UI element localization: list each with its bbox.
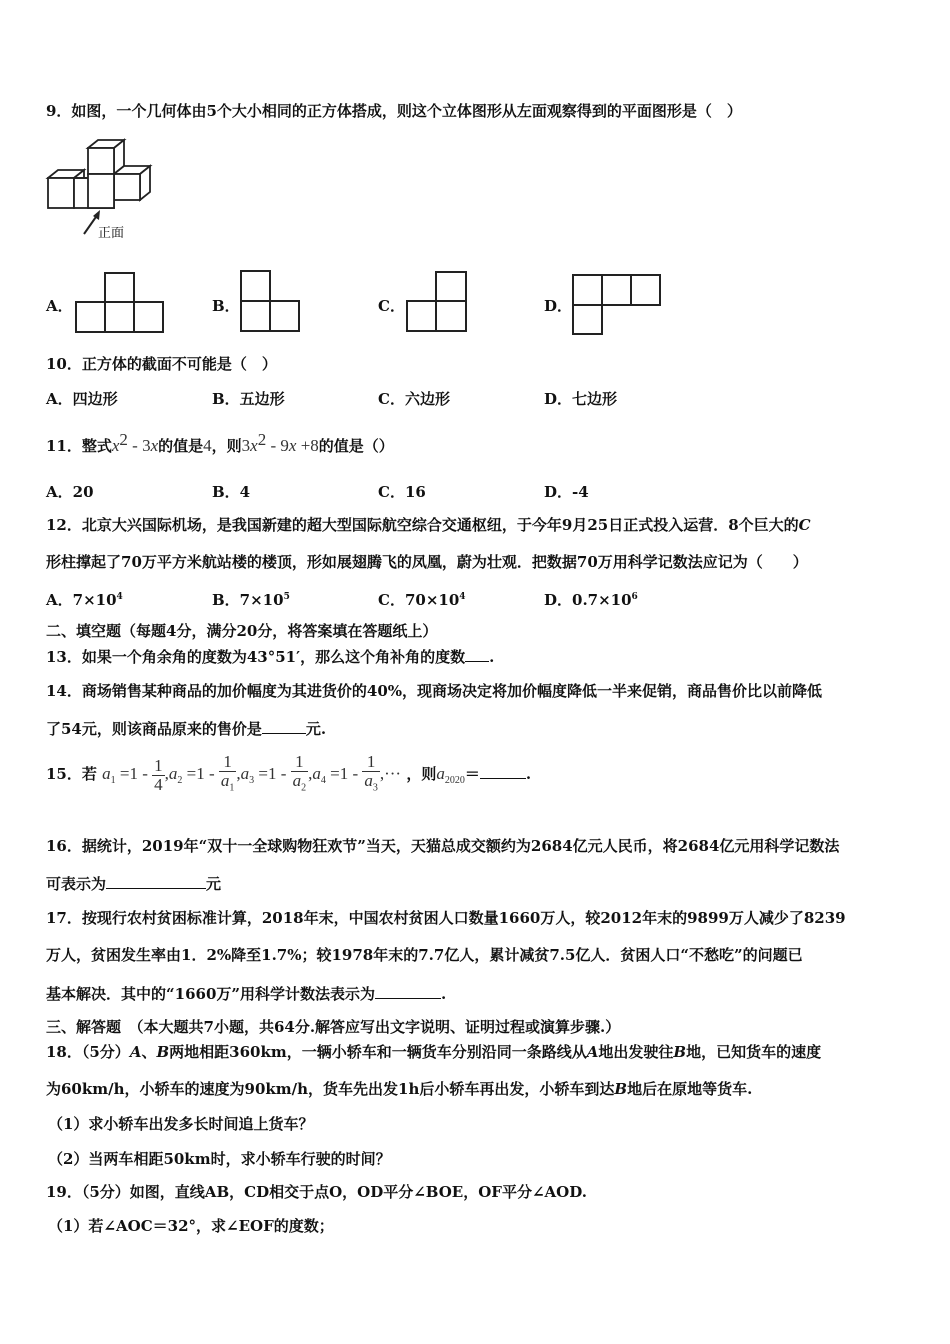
q14-line2: 了54元，则该商品原来的售价是 元.	[46, 720, 327, 738]
section-3-heading: 三、解答题 （本大题共7小题，共64分.解答应写出文字说明、证明过程或演算步骤.）	[46, 1018, 621, 1036]
q11-stem: 11．整式$x^2 - 3x$的值是4，则$3x^2 - 9x +8$的值是（）	[46, 430, 394, 455]
q9-option-c-figure	[405, 270, 471, 335]
q19-sub1: （1）若∠AOC＝32°，求∠EOF的度数；	[48, 1217, 334, 1235]
q17-answer-blank[interactable]	[375, 983, 441, 999]
q9-option-a-figure	[74, 271, 166, 335]
q15-stem: 15．若 $a_1 =1$ - $\frac{1}{4}$ $,a_2 =1$ - $\frac{1}{a_1}$ $,a_3 =1$ - $\frac{1}{a_2}$ $,a_4 =1$ - $\frac{1}{a_3}$ ,··· ，则$a_{2020}=$ .	[46, 751, 532, 794]
q17-line2: 万人，贫困发生率由1．2%降至1.7%；较1978年末的7.7亿人，累计减贫7.5亿人．贫困人口“不愁吃”的问题已	[46, 946, 803, 964]
q15-answer-blank[interactable]	[480, 763, 526, 779]
q9-option-d[interactable]: D．	[544, 297, 573, 315]
q11-option-c[interactable]: C．16	[378, 483, 426, 501]
q18-sub1: （1）求小轿车出发多长时间追上货车？	[48, 1115, 314, 1133]
q14-line1: 14．商场销售某种商品的加价幅度为其进货价的40%，现商场决定将加价幅度降低一半来促销，商品售价比以前降低	[46, 682, 823, 700]
q13-answer-blank[interactable]	[465, 646, 489, 662]
q9-option-d-figure	[571, 273, 665, 337]
q11-option-d[interactable]: D．-4	[544, 483, 589, 501]
q18-line2: 为60km/h，小轿车的速度为90km/h，货车先出发1h后小轿车再出发，小轿车到达B地后在原地等货车.	[46, 1080, 753, 1098]
q17-line1: 17．按现行农村贫困标准计算，2018年末，中国农村贫困人口数量1660万人，较2012年末的9899万人减少了8239	[46, 909, 846, 927]
q9-option-b-figure	[239, 269, 303, 335]
q9-option-c[interactable]: C．	[378, 297, 405, 315]
q12-option-b[interactable]: B．$7\times 10^5$	[212, 591, 290, 609]
front-label: 正面	[98, 226, 125, 241]
q12-line1: 12．北京大兴国际机场，是我国新建的超大型国际航空综合交通枢纽，于今年9月25日正式投入运营．8个巨大的C	[46, 516, 811, 534]
q16-line2: 可表示为 元	[46, 875, 222, 893]
q9-stem: 9．如图，一个几何体由5个大小相同的正方体搭成，则这个立体图形从左面观察得到的平面图形是（ ）	[46, 102, 742, 120]
q11-option-a[interactable]: A．20	[46, 483, 94, 501]
section-2-heading: 二、填空题（每题4分，满分20分，将答案填在答题纸上）	[46, 622, 438, 640]
q13-stem: 13．如果一个角余角的度数为43°51′，那么这个角补角的度数 .	[46, 648, 495, 666]
q19-line1: 19．（5分）如图，直线AB，CD相交于点O，OD平分∠BOE，OF平分∠AOD.	[46, 1183, 587, 1201]
q10-option-c[interactable]: C．六边形	[378, 390, 450, 408]
q12-option-c[interactable]: C．$70\times 10^4$	[378, 591, 466, 609]
q18-sub2: （2）当两车相距50km时，求小轿车行驶的时间？	[48, 1150, 391, 1168]
q17-line3: 基本解决．其中的“1660万”用科学计数法表示为 .	[46, 985, 447, 1003]
q12-option-a[interactable]: A．$7\times 10^4$	[46, 591, 123, 609]
q11-option-b[interactable]: B．4	[212, 483, 251, 501]
q16-answer-blank[interactable]	[106, 873, 206, 889]
q12-option-d[interactable]: D．$0.7\times 10^6$	[544, 591, 638, 609]
q16-line1: 16．据统计，2019年“双十一全球购物狂欢节”当天，天猫总成交额约为2684亿元人民币，将2684亿元用科学记数法	[46, 837, 840, 855]
q14-answer-blank[interactable]	[262, 718, 306, 734]
q10-option-d[interactable]: D．七边形	[544, 390, 618, 408]
q10-option-b[interactable]: B．五边形	[212, 390, 285, 408]
q9-option-a[interactable]: A．	[46, 297, 73, 315]
q12-line2: 形柱撑起了70万平方米航站楼的楼顶，形如展翅腾飞的凤凰，蔚为壮观．把数据70万用科学记数法应记为（ ）	[46, 553, 808, 571]
q10-stem: 10．正方体的截面不可能是（ ）	[46, 355, 277, 373]
q9-option-b[interactable]: B．	[212, 297, 240, 315]
q10-option-a[interactable]: A．四边形	[46, 390, 118, 408]
q18-line1: 18．（5分）A、B两地相距360km，一辆小轿车和一辆货车分别沿同一条路线从A地出发驶往B地，已知货车的速度	[46, 1043, 822, 1061]
